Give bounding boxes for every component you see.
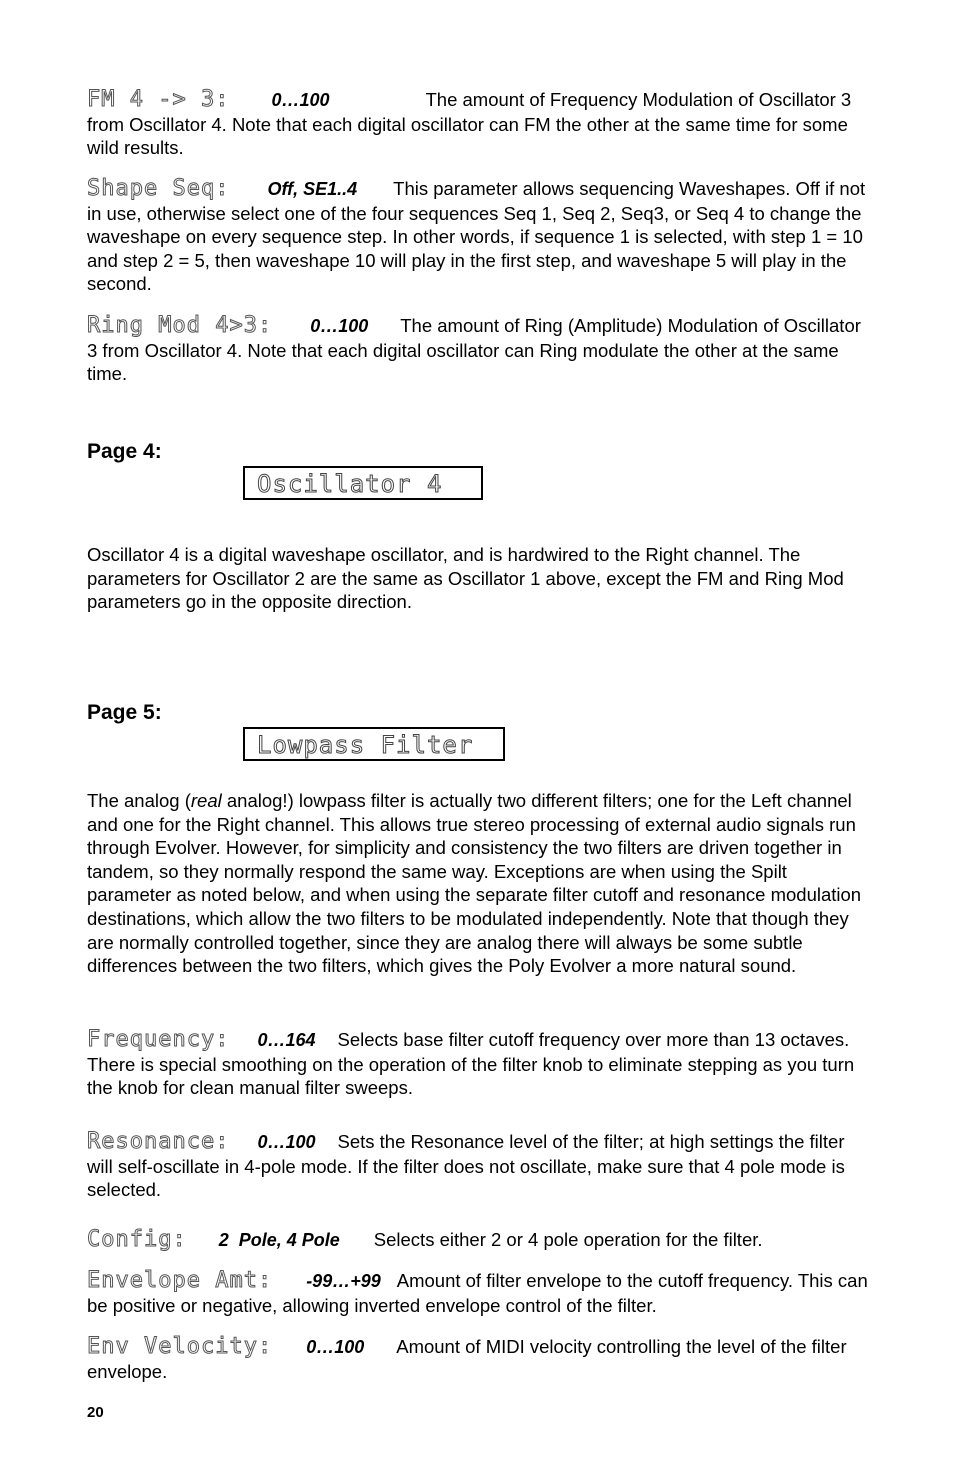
page-number: 20 bbox=[87, 1404, 104, 1421]
param-fm-4-3 bbox=[87, 88, 872, 160]
param-name: Env Velocity: bbox=[87, 1334, 273, 1359]
param-config bbox=[87, 1228, 872, 1253]
body-text: The analog ( bbox=[87, 790, 191, 811]
param-shape-seq bbox=[87, 177, 872, 296]
param-description: Sets the Resonance level of the filter; at high settings the filter will self-oscillate in 4-pole mode. If the filter does not oscillate, make sure that 4 pole mode is selected. bbox=[87, 1131, 845, 1201]
param-range: 0…100 bbox=[306, 1337, 365, 1357]
param-resonance bbox=[87, 1130, 872, 1202]
param-range: 0…100 bbox=[271, 90, 330, 110]
param-description: Selects either 2 or 4 pole operation for the filter. bbox=[373, 1229, 763, 1250]
param-range: 0…100 bbox=[310, 316, 369, 336]
page-5-body bbox=[87, 789, 872, 978]
param-description: Amount of filter envelope to the cutoff frequency. This can be positive or negative, allowing inverted envelope control of the filter. bbox=[87, 1270, 868, 1316]
param-description: This parameter allows sequencing Waveshapes. Off if not in use, otherwise select one of the four sequences Seq 1, Seq 2, Seq3, or Seq 4 to change the waveshape on every sequence step. In other words, if sequence 1 is selected, with step 1 = 10 and step 2 = 5, then waveshape 10 will play in the first step, and waveshape 5 will play in the second. bbox=[87, 178, 866, 295]
page-4-heading: Page 4: bbox=[87, 440, 162, 463]
param-name: Ring Mod 4>3: bbox=[87, 313, 273, 338]
param-env-velocity bbox=[87, 1335, 872, 1383]
param-description: Selects base filter cutoff frequency over more than 13 octaves. There is special smoothing on the operation of the filter knob to eliminate stepping as you turn the knob for clean manual filter sweeps. bbox=[87, 1029, 855, 1099]
lcd-display-lowpass-filter: Lowpass Filter bbox=[243, 727, 505, 761]
param-envelope-amt bbox=[87, 1269, 872, 1317]
lcd-display-oscillator-4: Oscillator 4 bbox=[243, 466, 483, 500]
param-range: -99…+99 bbox=[306, 1271, 381, 1291]
param-name: Shape Seq: bbox=[87, 176, 230, 201]
param-name: Config: bbox=[87, 1227, 187, 1252]
param-name: Resonance: bbox=[87, 1129, 230, 1154]
param-frequency bbox=[87, 1028, 872, 1100]
param-description: The amount of Ring (Amplitude) Modulation of Oscillator 3 from Oscillator 4. Note that each digital oscillator can Ring modulate the other at the same time. bbox=[87, 315, 861, 385]
param-ring-mod bbox=[87, 314, 872, 386]
param-description: The amount of Frequency Modulation of Oscillator 3 from Oscillator 4. Note that each digital oscillator can FM the other at the same time for some wild results. bbox=[87, 89, 852, 159]
body-text: analog!) lowpass filter is actually two different filters; one for the Left channel and one for the Right channel. This allows true stereo processing of external audio signals run through Evolver. However, for simplicity and consistency the two filters are driven together in tandem, so they normally respond the same way. Exceptions are when using the Spilt parameter as noted below, and when using the separate filter cutoff and resonance modulation destinations, which allow the two filters to be modulated independently. Note that though they are normally controlled together, since they are analog there will always be some subtle differences between the two filters, which gives the Poly Evolver a more natural sound. bbox=[87, 790, 862, 977]
param-range: 0…100 bbox=[257, 1132, 316, 1152]
param-name: Envelope Amt: bbox=[87, 1268, 273, 1293]
body-emphasis: real bbox=[190, 790, 222, 811]
param-range: 2 Pole, 4 Pole bbox=[218, 1230, 340, 1250]
param-range: 0…164 bbox=[257, 1030, 316, 1050]
page-5-heading: Page 5: bbox=[87, 701, 162, 724]
param-description: Amount of MIDI velocity controlling the level of the filter envelope. bbox=[87, 1336, 847, 1382]
page-4-body: Oscillator 4 is a digital waveshape oscillator, and is hardwired to the Right channel. The parameters for Oscillator 2 are the same as Oscillator 1 above, except the FM and Ring Mod parameters go in the opposite direction. bbox=[87, 544, 844, 613]
param-name: FM 4 -> 3: bbox=[87, 87, 230, 112]
param-range: Off, SE1..4 bbox=[267, 179, 358, 199]
param-name: Frequency: bbox=[87, 1027, 230, 1052]
